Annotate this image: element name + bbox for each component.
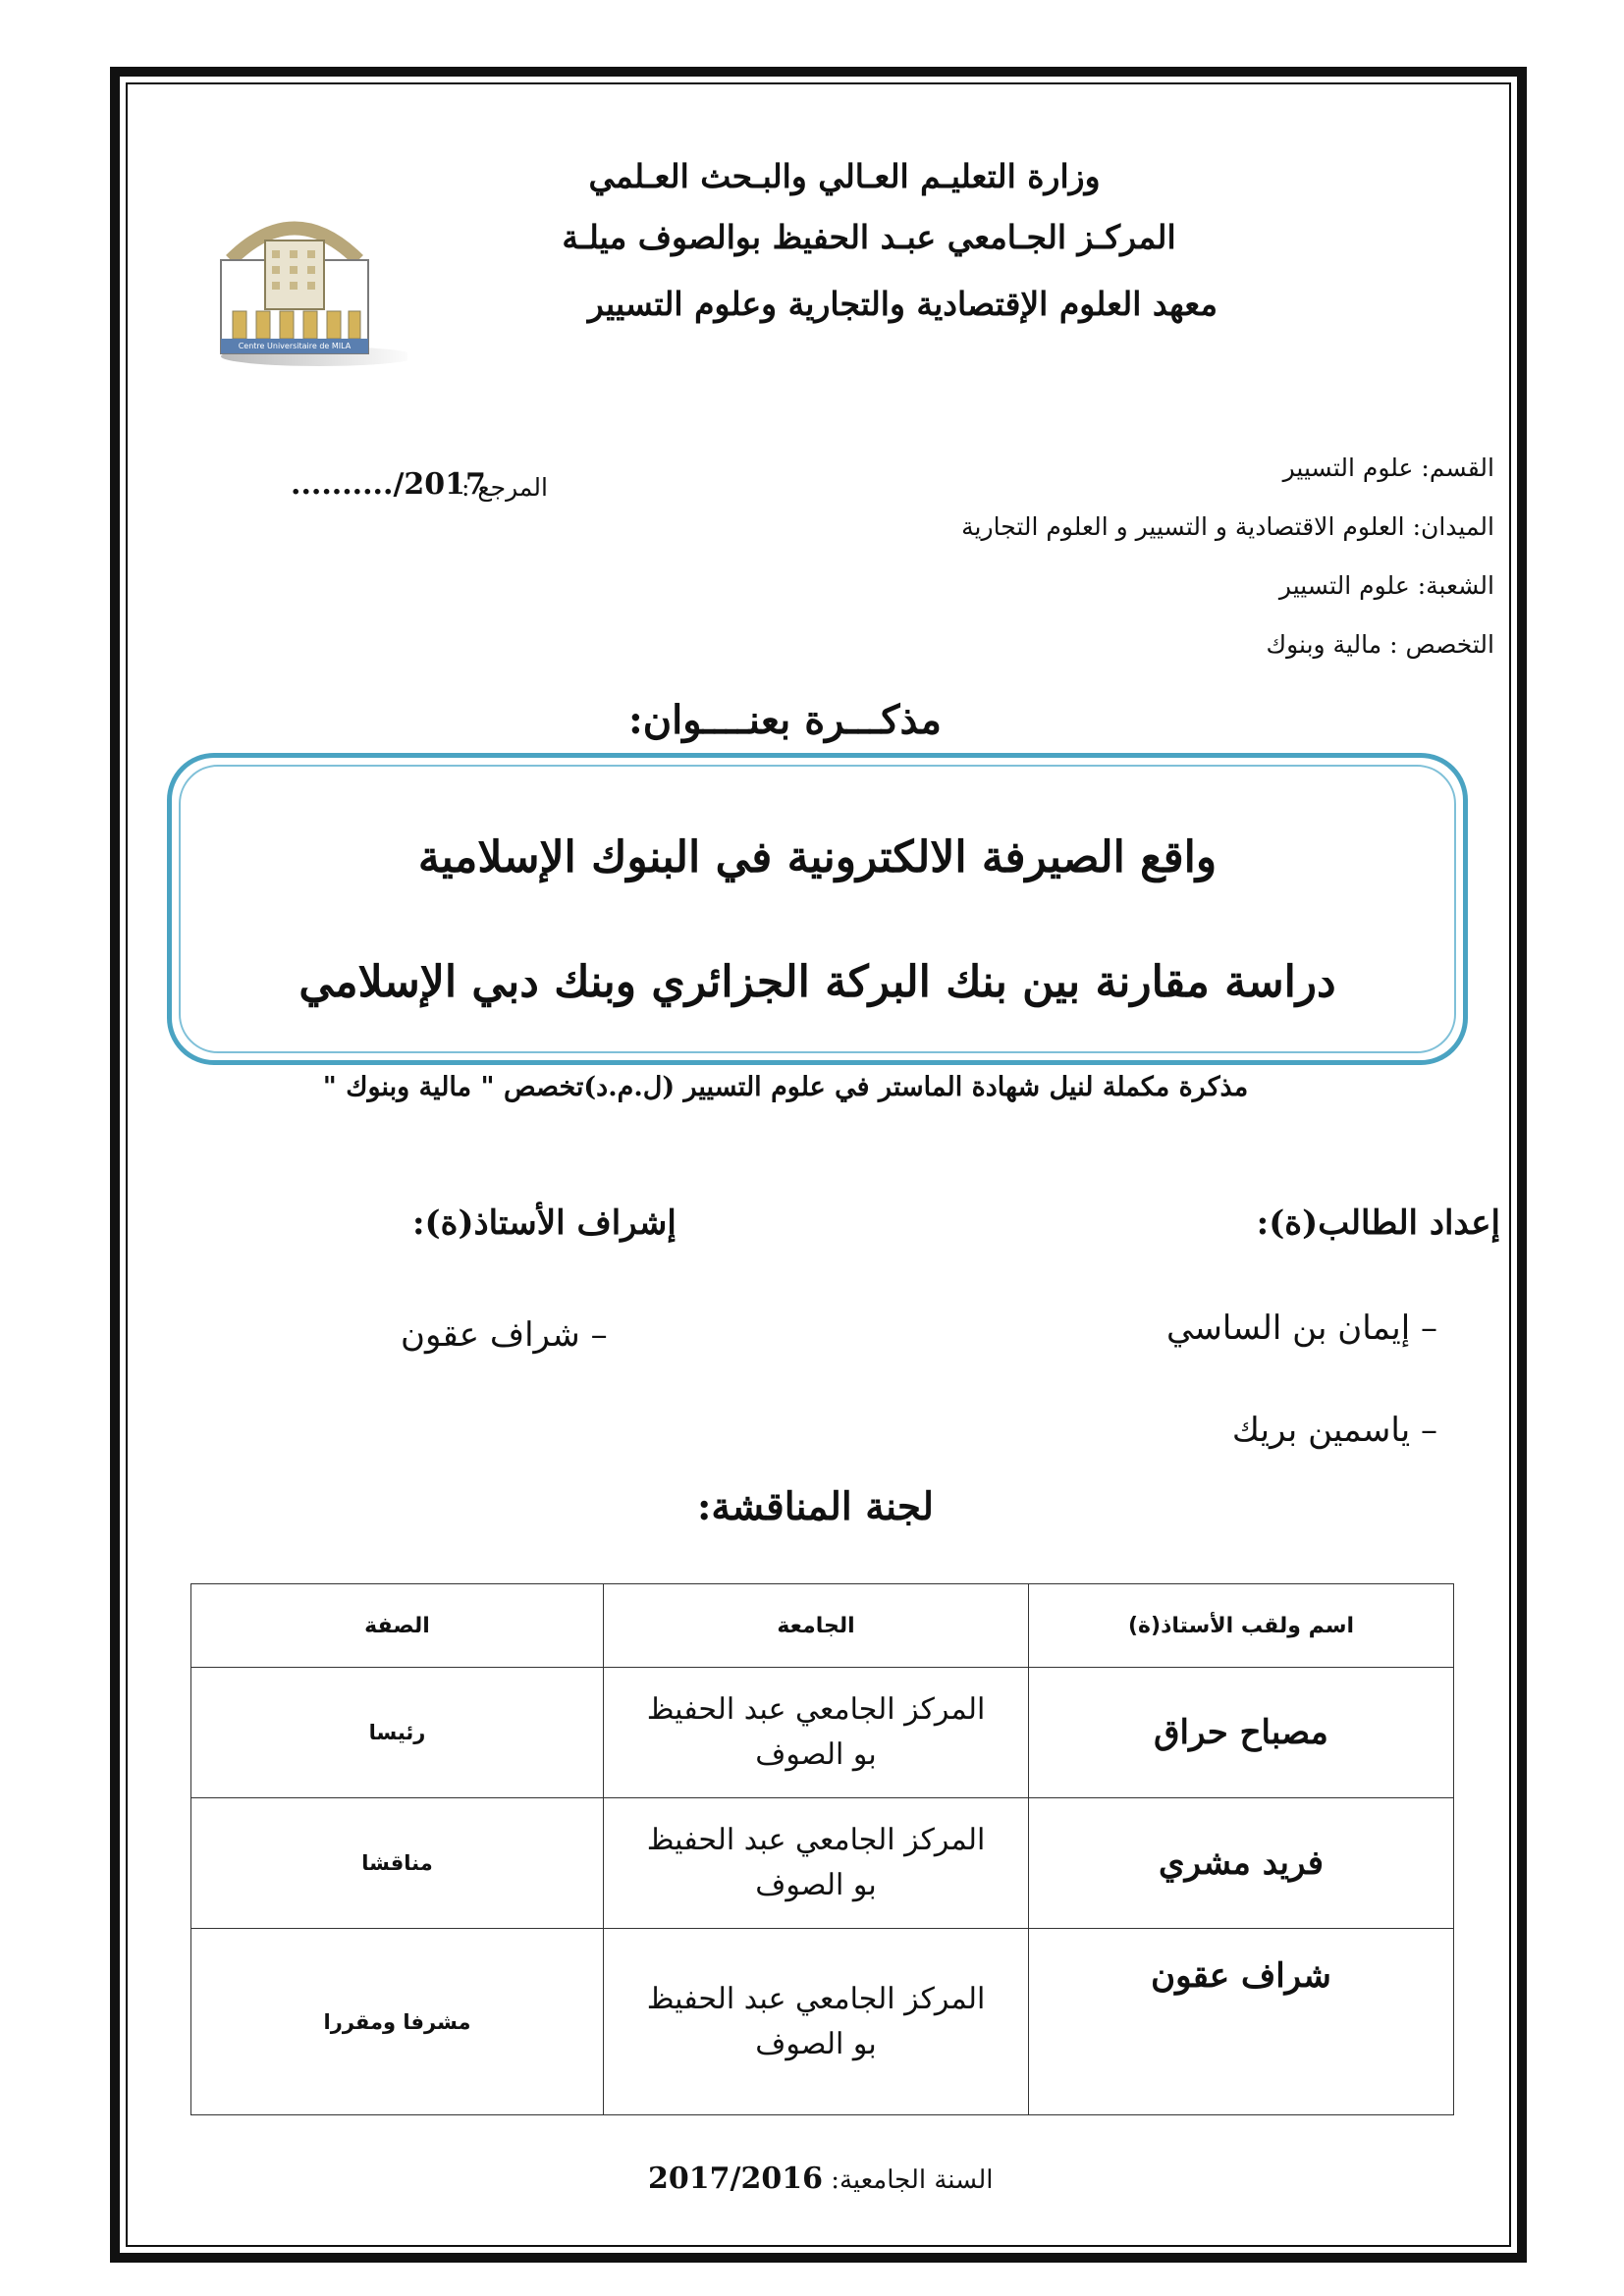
- committee-table: [190, 1583, 1454, 2115]
- col-university-header: الجامعة: [604, 1584, 1029, 1668]
- reference-label: المرجع :: [461, 473, 548, 502]
- academic-year: [648, 2162, 993, 2196]
- member-role: رئيسا: [191, 1668, 604, 1798]
- university-line-1: المركز الجامعي عبد الحفيظ: [646, 1692, 986, 1727]
- table-row: [191, 1668, 1454, 1798]
- member-role: مشرفا ومقررا: [191, 1929, 604, 2115]
- degree-note: مذكرة مكملة لنيل شهادة الماستر في علوم التسيير (ل.م.د)تخصص " مالية وبنوك ": [322, 1072, 1249, 1102]
- table-header-row: [191, 1584, 1454, 1668]
- field-line: الميدان: العلوم الاقتصادية و التسيير و العلوم التجارية: [961, 512, 1494, 541]
- member-name: شراف عقون: [1029, 1929, 1454, 2115]
- ministry-line: وزارة التعليـم العـالي والبـحث العـلمي: [588, 157, 1101, 195]
- university-logo: [201, 201, 407, 373]
- student-name-1: – إيمان بن الساسي: [1166, 1308, 1437, 1348]
- member-university: [604, 1668, 1029, 1798]
- university-line-2: بو الصوف: [755, 1737, 877, 1772]
- logo-caption: Centre Universitaire de MILA: [238, 342, 352, 350]
- member-name: مصباح حراق: [1029, 1668, 1454, 1798]
- student-name-2: – ياسمين بريك: [1231, 1411, 1437, 1450]
- title-box-inner-border: [179, 765, 1456, 1053]
- member-university: [604, 1798, 1029, 1929]
- member-university: [604, 1929, 1029, 2115]
- table-row: [191, 1929, 1454, 2115]
- member-role: مناقشا: [191, 1798, 604, 1929]
- institute-line: معهد العلوم الإقتصادية والتجارية وعلوم التسيير: [587, 285, 1218, 323]
- supervisor-name: – شراف عقون: [401, 1315, 608, 1355]
- committee-heading: لجنة المناقشة:: [697, 1484, 934, 1529]
- table-row: [191, 1798, 1454, 1929]
- branch-line: الشعبة: علوم التسيير: [1278, 571, 1494, 600]
- university-line-2: بو الصوف: [755, 1868, 877, 1902]
- university-line-1: المركز الجامعي عبد الحفيظ: [646, 1981, 986, 2016]
- member-name: فريد مشري: [1029, 1798, 1454, 1929]
- memo-heading: مذكـــرة بعنــــوان:: [628, 697, 942, 743]
- academic-year-value: 2017/2016: [648, 2162, 823, 2196]
- center-line: المركـز الجـامعي عبـد الحفيظ بوالصوف ميلـة: [562, 218, 1176, 256]
- thesis-title: واقع الصيرفة الالكترونية في البنوك الإسلامية: [417, 832, 1218, 882]
- department-line: القسم: علوم التسيير: [1282, 454, 1494, 482]
- thesis-subtitle: دراسة مقارنة بين بنك البركة الجزائري وبنك دبي الإسلامي: [298, 957, 1336, 1007]
- col-role-header: الصفة: [191, 1584, 604, 1668]
- university-line-1: المركز الجامعي عبد الحفيظ: [646, 1823, 986, 1857]
- col-name-header: اسم ولقب الأستاذ(ة): [1029, 1584, 1454, 1668]
- reference-value: ........../2017: [291, 467, 486, 502]
- academic-year-label: السنة الجامعية:: [831, 2165, 994, 2195]
- specialty-line: التخصص : مالية وبنوك: [1266, 630, 1494, 659]
- university-line-2: بو الصوف: [755, 2026, 877, 2061]
- students-heading: إعداد الطالب(ة):: [1256, 1203, 1500, 1243]
- supervisor-heading: إشراف الأستاذ(ة):: [412, 1203, 677, 1243]
